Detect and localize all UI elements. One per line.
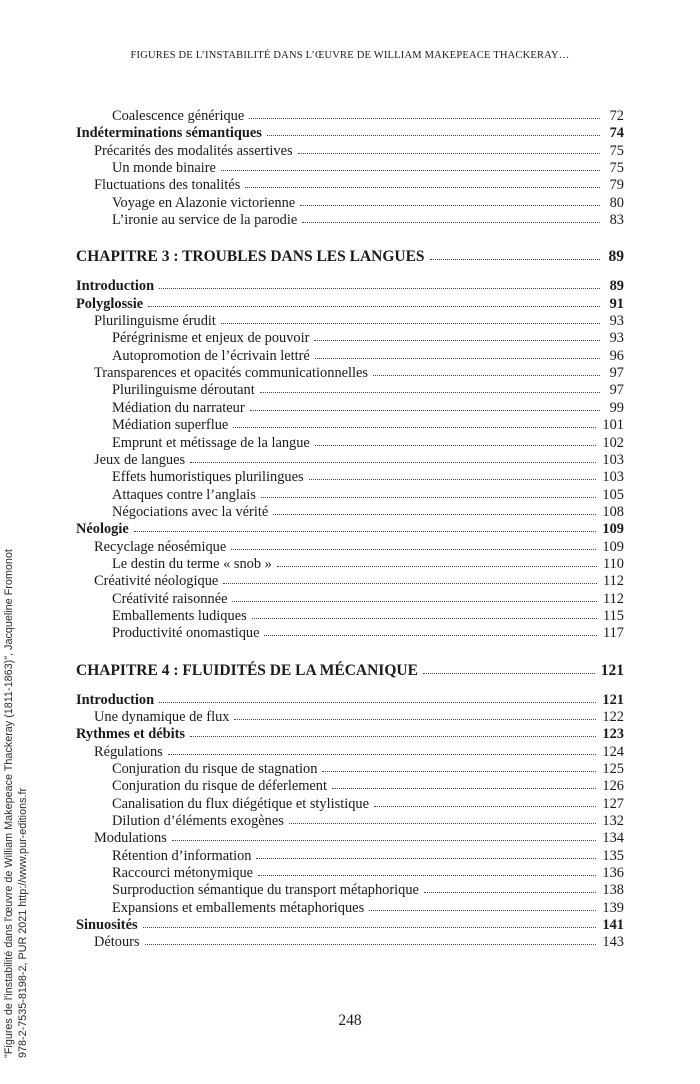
leader-dots: [322, 771, 596, 772]
toc-entry-page: 97: [609, 382, 624, 399]
toc-entry-title: Recyclage néosémique: [94, 538, 227, 555]
toc-entry-page: 83: [609, 212, 624, 229]
toc-entry-page: 110: [602, 555, 624, 572]
toc-entry-page: 80: [609, 194, 624, 211]
toc-entry[interactable]: [76, 313, 624, 330]
leader-dots: [190, 736, 596, 737]
page-number: 248: [338, 1012, 362, 1029]
leader-dots: [172, 840, 597, 841]
toc-entry[interactable]: [76, 882, 624, 899]
leader-dots: [221, 170, 600, 171]
toc-entry-title: Néologie: [76, 521, 129, 538]
toc-entry-title: Modulations: [94, 830, 167, 847]
toc-entry[interactable]: [76, 469, 624, 486]
leader-dots: [249, 118, 600, 119]
leader-dots: [374, 806, 596, 807]
leader-dots: [233, 427, 596, 428]
toc-entry-page: 75: [609, 160, 624, 177]
toc-entry-page: 103: [602, 469, 624, 486]
side-credit-line: "Figures de l'instabilité dans l'œuvre de William Makepeace Thackeray (1811-1863)", Jacqueline Fromonot: [3, 549, 15, 1058]
toc-entry[interactable]: [76, 278, 624, 295]
toc-entry[interactable]: [76, 778, 624, 795]
leader-dots: [302, 222, 600, 223]
toc-entry-page: 97: [609, 365, 624, 382]
toc-entry[interactable]: [76, 417, 624, 434]
toc-entry[interactable]: [76, 435, 624, 452]
toc-entry[interactable]: [76, 539, 624, 556]
toc-entry[interactable]: [76, 934, 624, 951]
toc-entry[interactable]: [76, 330, 624, 347]
toc-entry-title: Expansions et emballements métaphoriques: [112, 899, 365, 916]
toc-entry[interactable]: [76, 212, 624, 229]
toc-entry-title: Dilution d’éléments exogènes: [112, 813, 284, 830]
toc-entry-page: 79: [609, 177, 624, 194]
toc-entry-title: Fluctuations des tonalités: [94, 177, 241, 194]
toc-entry-page: 143: [602, 934, 624, 951]
toc-entry-title: Médiation du narrateur: [112, 399, 245, 416]
toc-entry[interactable]: [76, 195, 624, 212]
toc-entry-title: Détours: [94, 934, 140, 951]
toc-entry-page: 141: [602, 917, 624, 934]
toc-entry[interactable]: [76, 487, 624, 504]
toc-entry[interactable]: [76, 348, 624, 365]
toc-entry-page: 117: [602, 625, 624, 642]
toc-entry-title: Surproduction sémantique du transport métaphorique: [112, 882, 419, 899]
leader-dots: [190, 462, 596, 463]
toc-entry[interactable]: [76, 143, 624, 160]
toc-entry[interactable]: [76, 796, 624, 813]
toc-entry[interactable]: [76, 709, 624, 726]
toc-entry-title: Plurilinguisme déroutant: [112, 382, 255, 399]
side-credit-line: 978-2-7535-8198-2, PUR 2021 http://www.pur-editions.fr: [17, 787, 29, 1058]
toc-entry-title: Une dynamique de flux: [94, 708, 230, 725]
toc-entry[interactable]: [76, 452, 624, 469]
leader-dots: [159, 702, 596, 703]
toc-entry-page: 139: [602, 899, 624, 916]
leader-dots: [315, 445, 597, 446]
toc-entry[interactable]: [76, 160, 624, 177]
toc-entry-page: 132: [602, 813, 624, 830]
leader-dots: [231, 549, 596, 550]
toc-entry-page: 99: [609, 399, 624, 416]
toc-entry-page: 102: [602, 434, 624, 451]
chapter-page: 89: [608, 248, 624, 266]
toc-entry-title: Raccourci métonymique: [112, 865, 254, 882]
toc-entry-page: 105: [602, 486, 624, 503]
toc-entry[interactable]: [76, 900, 624, 917]
toc-entry[interactable]: [76, 177, 624, 194]
toc-entry[interactable]: [76, 296, 624, 313]
toc-entry-page: 122: [602, 708, 624, 725]
toc-entry-title: Introduction: [76, 278, 155, 295]
toc-entry[interactable]: [76, 573, 624, 590]
leader-dots: [252, 618, 597, 619]
leader-dots: [258, 875, 596, 876]
toc-entry[interactable]: [76, 108, 624, 125]
leader-dots: [298, 153, 600, 154]
toc-entry[interactable]: [76, 400, 624, 417]
chapter-title: CHAPITRE 3 : TROUBLES DANS LES LANGUES: [76, 248, 425, 266]
leader-dots: [143, 927, 597, 928]
toc-entry-title: Médiation superflue: [112, 417, 229, 434]
toc-entry-page: 123: [602, 726, 624, 743]
toc-entry-title: Conjuration du risque de stagnation: [112, 761, 318, 777]
toc-entry[interactable]: [76, 625, 624, 642]
toc-entry-title: Plurilinguisme érudit: [94, 313, 216, 330]
chapter-title: CHAPITRE 4 : FLUIDITÉS DE LA MÉCANIQUE: [76, 661, 418, 679]
toc-entry-page: 101: [602, 417, 624, 434]
toc-entry[interactable]: [76, 521, 624, 538]
toc-entry-title: L’ironie au service de la parodie: [112, 212, 298, 229]
toc-entry-page: 93: [609, 330, 624, 347]
toc-entry-title: Canalisation du flux diégétique et stylistique: [112, 795, 369, 812]
toc-entry-title: Jeux de langues: [94, 451, 186, 468]
toc-entry-page: 109: [602, 538, 624, 555]
leader-dots: [332, 788, 596, 789]
toc-entry-title: Autopromotion de l’écrivain lettré: [112, 347, 310, 364]
toc-entry-title: Rythmes et débits: [76, 726, 186, 743]
toc-entry-title: Rétention d’information: [112, 847, 252, 864]
leader-dots: [430, 259, 600, 260]
toc-entry[interactable]: [76, 726, 624, 743]
leader-dots: [245, 187, 600, 188]
toc-entry-title: Indéterminations sémantiques: [76, 125, 262, 142]
toc-entry-page: 135: [602, 847, 624, 864]
toc-entry-title: Coalescence générique: [112, 108, 245, 124]
toc-entry-title: Créativité néologique: [94, 573, 219, 590]
toc-entry-page: 74: [609, 125, 624, 142]
toc-entry-title: Polyglossie: [76, 295, 144, 312]
leader-dots: [234, 719, 596, 720]
toc-entry[interactable]: [76, 813, 624, 830]
toc-entry-page: 108: [602, 503, 624, 520]
toc-entry-page: 93: [609, 313, 624, 330]
leader-dots: [261, 497, 597, 498]
leader-dots: [256, 858, 596, 859]
toc-entry-page: 115: [602, 607, 624, 624]
toc-entry-title: Un monde binaire: [112, 160, 216, 177]
toc-entry-title: Négociations avec la vérité: [112, 503, 269, 520]
leader-dots: [314, 340, 600, 341]
toc-entry[interactable]: [76, 917, 624, 934]
toc-entry-page: 138: [602, 882, 624, 899]
toc-entry[interactable]: [76, 692, 624, 709]
leader-dots: [264, 635, 596, 636]
toc-entry-title: Conjuration du risque de déferlement: [112, 778, 327, 795]
leader-dots: [148, 306, 600, 307]
toc-entry[interactable]: [76, 761, 624, 778]
leader-dots: [273, 514, 596, 515]
toc-entry[interactable]: [76, 504, 624, 521]
leader-dots: [267, 135, 600, 136]
toc-entry[interactable]: [76, 365, 624, 382]
toc-entry-title: Effets humoristiques plurilingues: [112, 469, 304, 486]
chapter-heading[interactable]: [76, 246, 624, 268]
toc-entry[interactable]: [76, 382, 624, 399]
toc-entry-title: Attaques contre l’anglais: [112, 486, 256, 503]
toc-entry-title: Le destin du terme « snob »: [112, 555, 272, 572]
toc-entry[interactable]: [76, 608, 624, 625]
toc-entry-title: Voyage en Alazonie victorienne: [112, 194, 296, 211]
leader-dots: [424, 892, 596, 893]
toc-entry[interactable]: [76, 848, 624, 865]
side-credit-notice: [2, 458, 30, 1058]
toc-entry[interactable]: [76, 125, 624, 142]
leader-dots: [221, 323, 600, 324]
toc-entry-page: 103: [602, 451, 624, 468]
toc-entry-page: 136: [602, 865, 624, 882]
toc-entry-title: Emballements ludiques: [112, 607, 247, 624]
toc-entry-page: 124: [602, 743, 624, 760]
leader-dots: [423, 673, 595, 674]
toc-entry-title: Pérégrinisme et enjeux de pouvoir: [112, 330, 310, 347]
chapter-page: 121: [600, 661, 624, 679]
leader-dots: [168, 754, 597, 755]
toc-entry-title: Précarités des modalités assertives: [94, 142, 293, 159]
leader-dots: [300, 205, 600, 206]
toc-entry-page: 134: [602, 830, 624, 847]
toc-entry[interactable]: [76, 591, 624, 608]
leader-dots: [315, 358, 600, 359]
toc-entry[interactable]: [76, 830, 624, 847]
toc-entry-page: 75: [609, 142, 624, 159]
toc-entry-title: Emprunt et métissage de la langue: [112, 434, 310, 451]
leader-dots: [373, 375, 600, 376]
toc-entry-page: 91: [609, 295, 624, 312]
leader-dots: [250, 410, 600, 411]
leader-dots: [159, 288, 600, 289]
toc-entry-title: Sinuosités: [76, 917, 138, 934]
toc-entry-page: 112: [602, 573, 624, 590]
leader-dots: [277, 566, 597, 567]
toc-entry-page: 89: [609, 278, 624, 295]
toc-entry-page: 127: [602, 795, 624, 812]
toc-entry[interactable]: [76, 744, 624, 761]
table-of-contents: [76, 108, 624, 952]
toc-entry-page: 125: [602, 761, 624, 777]
leader-dots: [145, 944, 597, 945]
toc-entry-title: Créativité raisonnée: [112, 590, 228, 607]
toc-entry-page: 72: [609, 108, 624, 124]
leader-dots: [260, 392, 600, 393]
toc-entry[interactable]: [76, 556, 624, 573]
toc-entry-page: 96: [609, 347, 624, 364]
toc-entry-page: 126: [602, 778, 624, 795]
toc-entry-page: 109: [602, 521, 624, 538]
toc-entry-title: Productivité onomastique: [112, 625, 260, 642]
leader-dots: [223, 583, 597, 584]
leader-dots: [232, 601, 596, 602]
toc-entry-title: Régulations: [94, 743, 163, 760]
leader-dots: [309, 479, 597, 480]
running-header: FIGURES DE L’INSTABILITÉ DANS L’ŒUVRE DE WILLIAM MAKEPEACE THACKERAY…: [130, 50, 570, 61]
toc-entry[interactable]: [76, 865, 624, 882]
toc-entry-title: Introduction: [76, 691, 155, 708]
leader-dots: [289, 823, 597, 824]
toc-entry-page: 121: [602, 691, 624, 708]
leader-dots: [369, 910, 596, 911]
toc-entry-title: Transparences et opacités communicationnelles: [94, 365, 369, 382]
leader-dots: [134, 531, 597, 532]
toc-entry-page: 112: [602, 590, 624, 607]
chapter-heading[interactable]: [76, 660, 624, 682]
